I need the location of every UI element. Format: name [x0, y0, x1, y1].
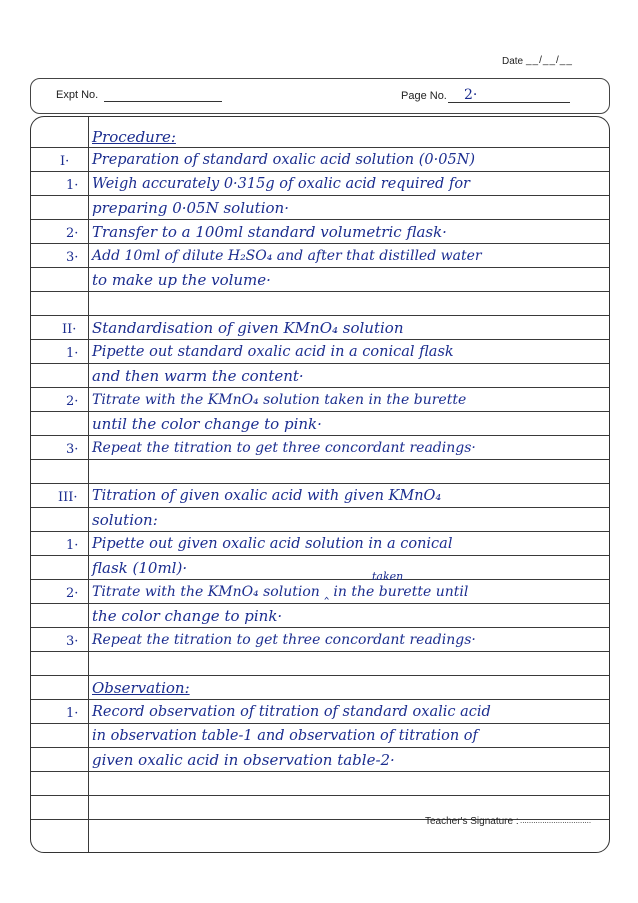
rule-line — [31, 507, 609, 508]
rule-line — [31, 627, 609, 628]
rule-line — [31, 459, 609, 460]
rule-line — [31, 771, 609, 772]
step-text: to make up the volume· — [92, 271, 271, 289]
step-text: Record observation of titration of standard oxalic acid — [92, 704, 491, 720]
section-number: II· — [62, 322, 77, 337]
rule-line — [31, 291, 609, 292]
step-text: Pipette out standard oxalic acid in a conical flask — [92, 344, 454, 360]
step-text: the color change to pink· — [92, 607, 283, 625]
section-title: Standardisation of given KMnO₄ solution — [92, 319, 404, 337]
section-title: Titration of given oxalic acid with given KMnO₄ — [92, 488, 442, 504]
rule-line — [31, 651, 609, 652]
rule-line — [31, 315, 609, 316]
teacher-signature-line: ................................ — [520, 816, 592, 825]
section-title: solution: — [92, 511, 158, 529]
rule-line — [31, 579, 609, 580]
step-text: Titrate with the KMnO₄ solution ‸ in the burette until — [92, 584, 469, 600]
step-text: preparing 0·05N solution· — [92, 199, 289, 217]
step-text: until the color change to pink· — [92, 415, 322, 433]
rule-line — [31, 555, 609, 556]
rule-line — [31, 267, 609, 268]
step-number: 3· — [66, 250, 79, 265]
step-number: 3· — [66, 634, 79, 649]
step-number: 3· — [66, 442, 79, 457]
rule-line — [31, 723, 609, 724]
expt-no-line — [104, 101, 222, 102]
rule-line — [31, 219, 609, 220]
page-no-value: 2· — [464, 87, 478, 103]
step-text: and then warm the content· — [92, 367, 304, 385]
step-number: 1· — [66, 706, 79, 721]
procedure-heading: Procedure: — [92, 128, 176, 146]
step-number: 2· — [66, 394, 79, 409]
date-value: __/__/__ — [526, 55, 573, 66]
step-text: in observation table-1 and observation of titration of — [92, 728, 478, 744]
rule-line — [31, 675, 609, 676]
rule-line — [31, 483, 609, 484]
rule-line — [31, 795, 609, 796]
date-label: Date — [502, 56, 524, 67]
step-number: 1· — [66, 346, 79, 361]
section-number: I· — [60, 154, 70, 169]
step-text: Transfer to a 100ml standard volumetric flask· — [92, 223, 447, 241]
rule-line — [31, 411, 609, 412]
step-text: Repeat the titration to get three concordant readings· — [92, 440, 476, 456]
rule-line — [31, 531, 609, 532]
insertion-note: taken — [372, 570, 404, 583]
rule-line — [31, 435, 609, 436]
step-number: 2· — [66, 226, 79, 241]
step-text: Add 10ml of dilute H₂SO₄ and after that distilled water — [92, 248, 482, 264]
rule-line — [31, 387, 609, 388]
step-number: 1· — [66, 178, 79, 193]
rule-line — [31, 339, 609, 340]
rule-line — [31, 243, 609, 244]
expt-no-label: Expt No. — [56, 89, 99, 101]
teacher-signature-label: Teacher's Signature : — [425, 816, 519, 827]
step-text: Titrate with the KMnO₄ solution taken in the burette — [92, 392, 467, 408]
rule-line — [31, 747, 609, 748]
rule-line — [31, 603, 609, 604]
margin-line — [88, 117, 89, 852]
step-text: Weigh accurately 0·315g of oxalic acid required for — [92, 176, 470, 192]
step-text: flask (10ml)· — [92, 559, 188, 577]
rule-line — [31, 195, 609, 196]
page-no-label: Page No. — [401, 90, 447, 102]
rule-line — [31, 699, 609, 700]
rule-line — [31, 171, 609, 172]
section-number: III· — [58, 490, 78, 505]
step-text: Repeat the titration to get three concordant readings· — [92, 632, 476, 648]
step-number: 2· — [66, 586, 79, 601]
header-box — [30, 78, 610, 114]
step-number: 1· — [66, 538, 79, 553]
rule-line — [31, 147, 609, 148]
step-text: Pipette out given oxalic acid solution in a conical — [92, 536, 453, 552]
observation-heading: Observation: — [92, 679, 190, 697]
step-text: given oxalic acid in observation table-2· — [92, 751, 395, 769]
rule-line — [31, 363, 609, 364]
section-title: Preparation of standard oxalic acid solution (0·05N) — [92, 152, 476, 168]
